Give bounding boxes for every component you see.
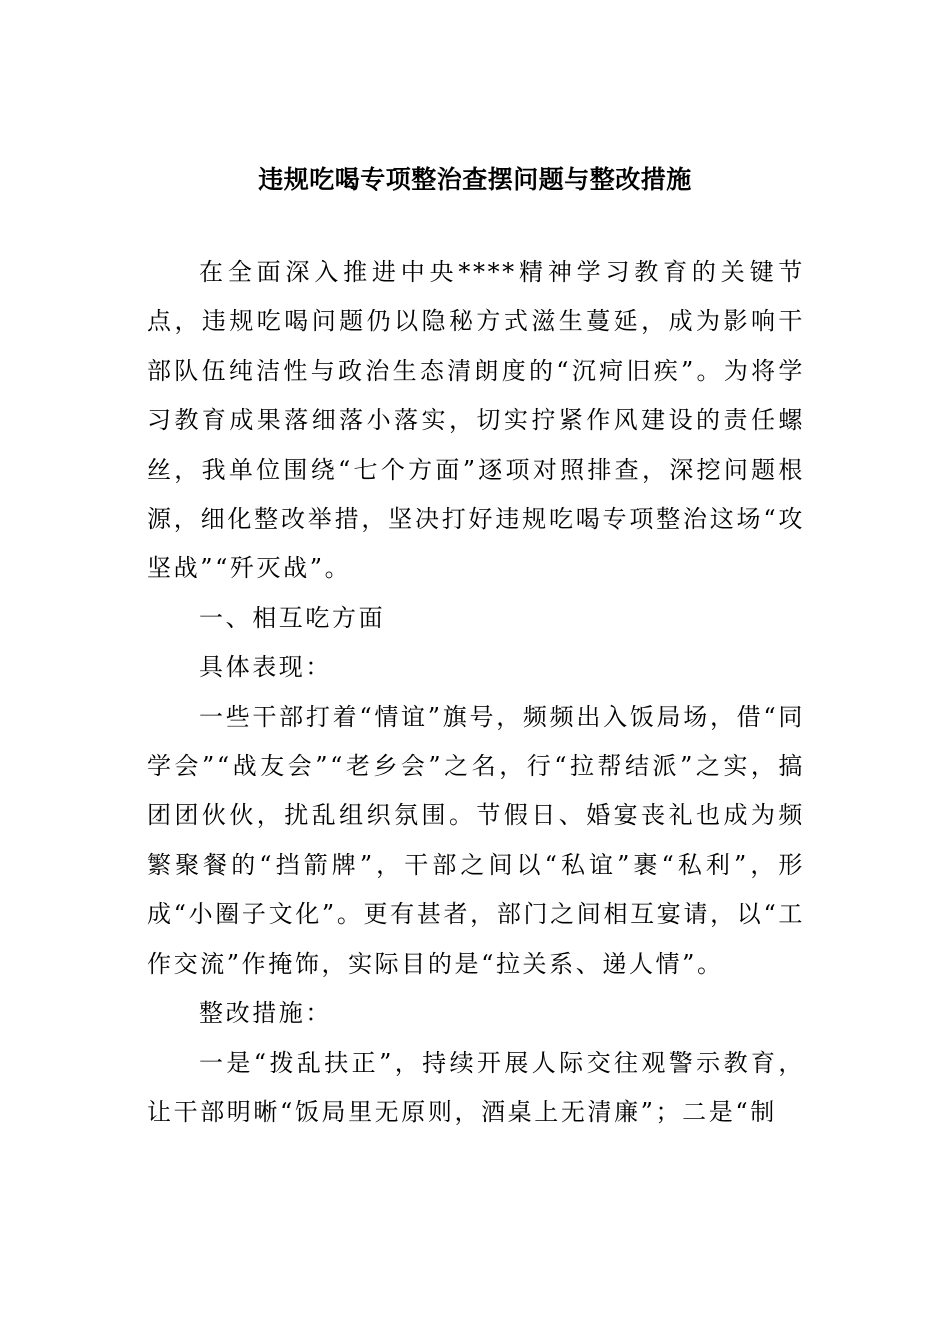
subheading-measures: 整改措施： [199,999,332,1028]
document-title: 违规吃喝专项整治查摆问题与整改措施 [258,165,692,194]
intro-paragraph: 在全面深入推进中央****精神学习教育的关键节点，违规吃喝问题仍以隐秘方式滋生蔓延，成为影响干部队伍纯洁性与政治生态清朗度的“沉疴旧疾”。为将学习教育成果落细落小落实，切实拧紧作风建设的责任螺丝，我单位围绕“七个方面”逐项对照排查，深挖问题根源，细化整改举措，坚决打好违规吃喝专项整治这场“攻坚战”“歼灭战”。 [147,258,805,583]
measures-paragraph: 一是“拨乱扶正”，持续开展人际交往观警示教育，让干部明晰“饭局里无原则，酒桌上无清廉”；二是“制 [147,1048,805,1126]
document-body [147,248,805,1137]
subheading-manifestation: 具体表现： [199,653,332,682]
manifestation-paragraph: 一些干部打着“情谊”旗号，频频出入饭局场，借“同学会”“战友会”“老乡会”之名，行“拉帮结派”之实，搞团团伙伙，扰乱组织氛围。节假日、婚宴丧礼也成为频繁聚餐的“挡箭牌”，干部之间以“私谊”裹“私利”，形成“小圈子文化”。更有甚者，部门之间相互宴请，以“工作交流”作掩饰，实际目的是“拉关系、递人情”。 [147,702,805,978]
section-heading: 一、相互吃方面 [199,603,386,632]
